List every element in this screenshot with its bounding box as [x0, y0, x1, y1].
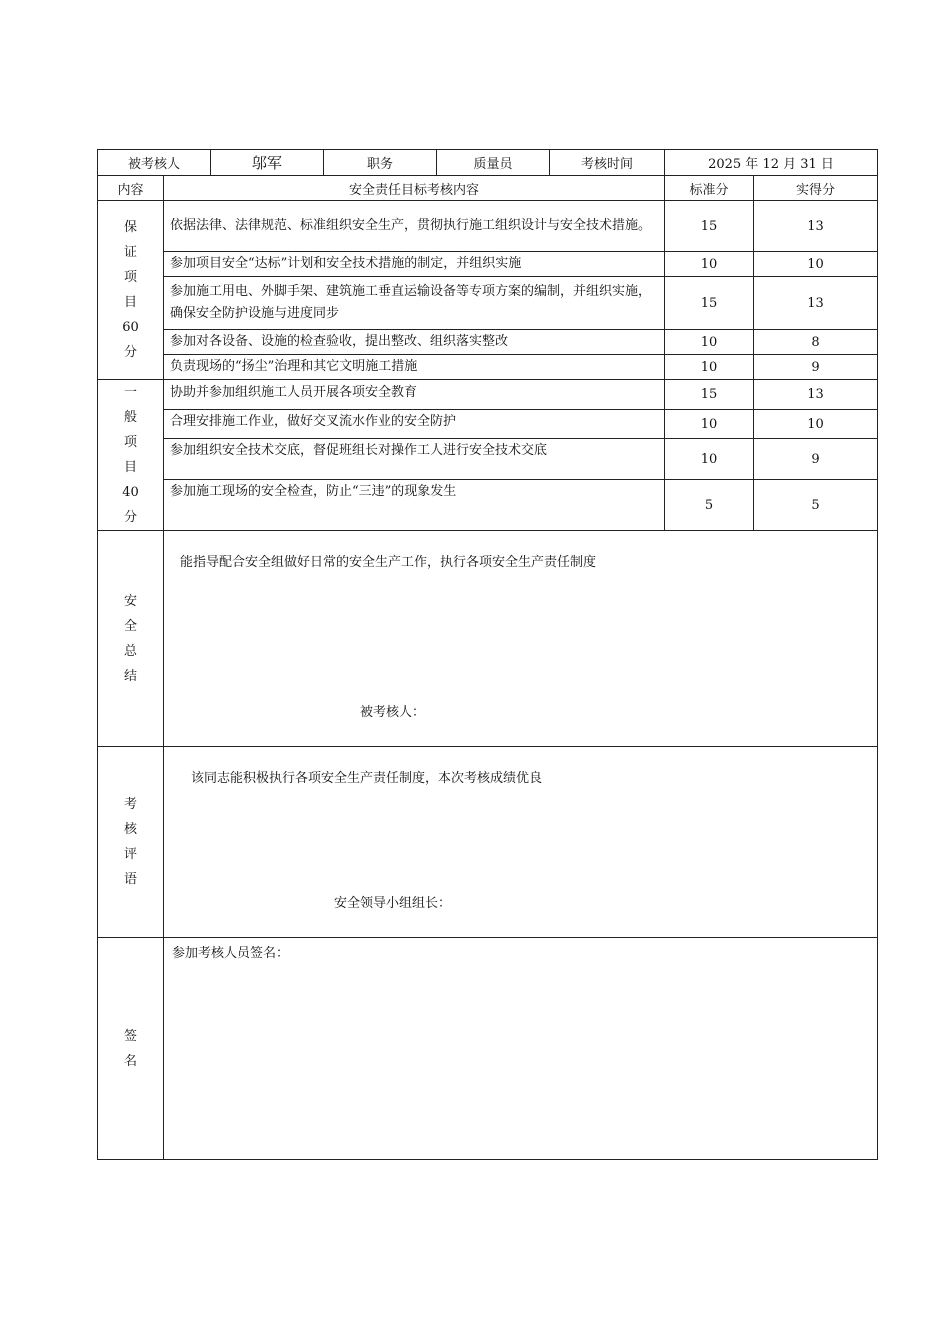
comment-content — [164, 747, 878, 938]
actual-score: 5 — [754, 480, 878, 531]
standard-score: 10 — [665, 438, 754, 480]
signature-section-label — [98, 938, 164, 1160]
item-text: 参加组织安全技术交底，督促班组长对操作工人进行安全技术交底 — [164, 438, 665, 480]
summary-row — [98, 531, 878, 747]
actual-score: 10 — [754, 410, 878, 438]
standard-column-header: 标准分 — [665, 176, 754, 201]
label-char: 分 — [123, 345, 137, 360]
label-char: 目 — [123, 295, 137, 310]
table-row — [98, 480, 878, 531]
label-char: 般 — [123, 410, 137, 425]
table-row — [98, 438, 878, 480]
label-char: 一 — [123, 385, 137, 400]
actual-score: 13 — [754, 201, 878, 252]
table-row — [98, 380, 878, 410]
target-column-header: 安全责任目标考核内容 — [164, 176, 665, 201]
summary-section-label — [98, 531, 164, 747]
label-char: 考 — [123, 797, 137, 812]
item-text: 合理安排施工作业，做好交叉流水作业的安全防护 — [164, 410, 665, 438]
label-char: 40 — [122, 485, 139, 500]
column-header-row — [98, 176, 878, 201]
label-char: 证 — [123, 245, 137, 260]
standard-score: 15 — [665, 201, 754, 252]
comment-row — [98, 747, 878, 938]
actual-column-header: 实得分 — [754, 176, 878, 201]
leader-signature-label: 安全领导小组组长： — [334, 896, 452, 911]
label-char: 60 — [122, 320, 139, 335]
standard-score: 15 — [665, 277, 754, 330]
actual-score: 8 — [754, 330, 878, 355]
standard-score: 15 — [665, 380, 754, 410]
label-char: 分 — [123, 510, 137, 525]
item-text: 协助并参加组织施工人员开展各项安全教育 — [164, 380, 665, 410]
assessment-table — [97, 149, 878, 1160]
label-char: 评 — [123, 847, 137, 862]
header-row — [98, 150, 878, 176]
participants-signature-label: 参加考核人员签名： — [172, 946, 290, 961]
item-text: 负责现场的“扬尘”治理和其它文明施工措施 — [164, 355, 665, 380]
signature-row — [98, 938, 878, 1160]
label-char: 项 — [123, 270, 137, 285]
actual-score: 13 — [754, 277, 878, 330]
summary-content — [164, 531, 878, 747]
table-row — [98, 355, 878, 380]
item-text: 参加对各设备、设施的检查验收，提出整改、组织落实整改 — [164, 330, 665, 355]
label-char: 总 — [123, 643, 137, 659]
standard-score: 5 — [665, 480, 754, 531]
label-char: 结 — [123, 668, 137, 684]
time-value: 2025 年 12 月 31 日 — [665, 150, 878, 176]
table-row — [98, 277, 878, 330]
standard-score: 10 — [665, 355, 754, 380]
label-char: 全 — [123, 618, 137, 634]
label-char: 目 — [123, 460, 137, 475]
assessee-name: 邬军 — [211, 150, 324, 176]
assessee-signature-label: 被考核人： — [360, 705, 426, 720]
label-char: 签 — [123, 1028, 137, 1044]
actual-score: 10 — [754, 252, 878, 277]
signature-content — [164, 938, 878, 1160]
assessee-label: 被考核人 — [98, 150, 211, 176]
label-char: 安 — [123, 593, 137, 609]
general-section-label — [98, 380, 164, 531]
label-char: 项 — [123, 435, 137, 450]
comment-section-label — [98, 747, 164, 938]
standard-score: 10 — [665, 252, 754, 277]
item-text: 参加项目安全“达标”计划和安全技术措施的制定，并组织实施 — [164, 252, 665, 277]
summary-text: 能指导配合安全组做好日常的安全生产工作，执行各项安全生产责任制度 — [180, 555, 597, 570]
content-column-header: 内容 — [98, 176, 164, 201]
guarantee-section-label — [98, 201, 164, 380]
table-row — [98, 330, 878, 355]
actual-score: 9 — [754, 438, 878, 480]
label-char: 名 — [123, 1053, 137, 1069]
comment-text: 该同志能积极执行各项安全生产责任制度，本次考核成绩优良 — [191, 771, 543, 786]
actual-score: 13 — [754, 380, 878, 410]
table-row — [98, 201, 878, 252]
position-value: 质量员 — [437, 150, 550, 176]
position-label: 职务 — [324, 150, 437, 176]
time-label: 考核时间 — [550, 150, 665, 176]
table-row — [98, 410, 878, 438]
table-row — [98, 252, 878, 277]
label-char: 核 — [123, 822, 137, 837]
item-text: 参加施工用电、外脚手架、建筑施工垂直运输设备等专项方案的编制，并组织实施，确保安全防护设施与进度同步 — [164, 277, 665, 330]
standard-score: 10 — [665, 330, 754, 355]
item-text: 参加施工现场的安全检查，防止“三违”的现象发生 — [164, 480, 665, 531]
actual-score: 9 — [754, 355, 878, 380]
standard-score: 10 — [665, 410, 754, 438]
label-char: 语 — [123, 872, 137, 887]
label-char: 保 — [123, 220, 137, 235]
item-text: 依据法律、法律规范、标准组织安全生产，贯彻执行施工组织设计与安全技术措施。 — [164, 201, 665, 252]
